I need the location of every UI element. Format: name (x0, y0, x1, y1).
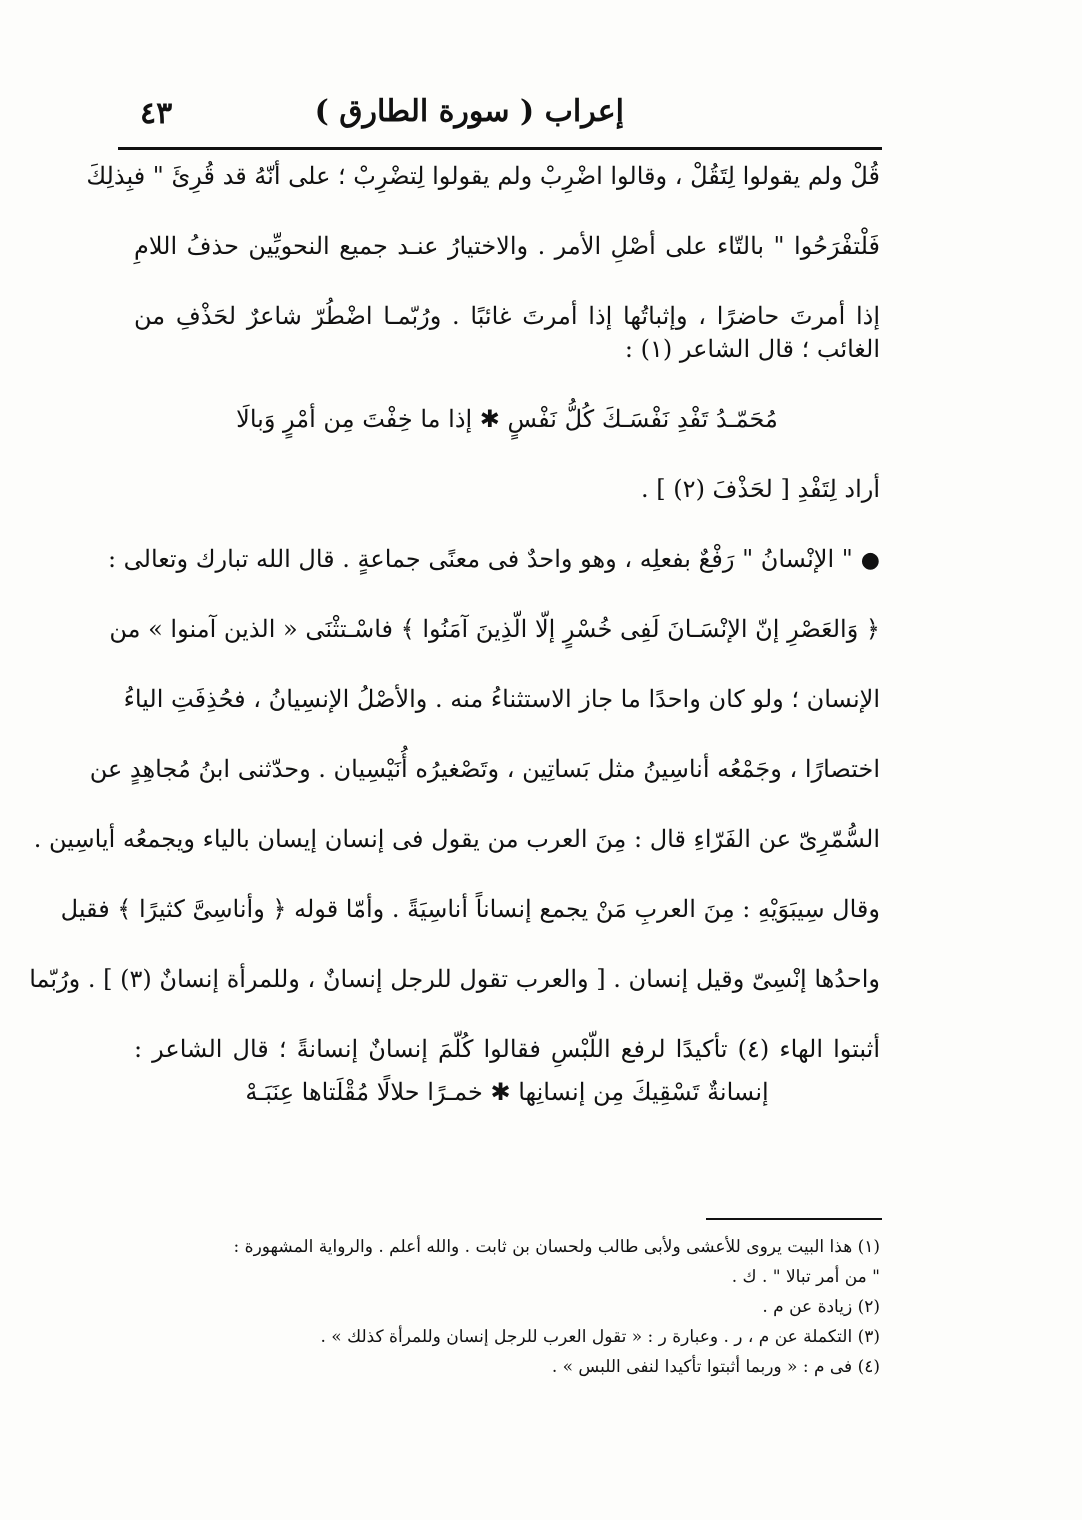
text-line: " الإنْسانُ " رَفْعٌ بفعلِه ، وهو واحدٌ فى معنًى جماعةٍ . قال الله تبارك وتعالى : (107, 545, 853, 573)
footnote-line: (١) هذا البيت يروى للأعشى ولأبى طالب ولحسان بن ثابت . والله أعلم . والرواية المشهورة : (233, 1237, 880, 1257)
text-line: وقال سِيبَوَيْهِ : مِنَ العربِ مَنْ يجمع إنساناً أناسِيَةً . وأمّا قوله ﴿ وأناسِىَّ كثيرًا ﴾ فقيل (60, 895, 880, 923)
header-title: إعراب ( سورة الطارق ) (314, 94, 624, 129)
footnote-line: (٤) فى م : « وربما أثبتوا تأكيدا لنفى اللبس » . (551, 1357, 880, 1377)
bullet-icon: ● (860, 548, 880, 573)
text-line: قُلْ ولم يقولوا لِتَقُلْ ، وقالوا اضْرِبْ ولم يقولوا لِتضْرِبْ ؛ على أنّهُ قد قُرِئَ " فبِذلِكَ (86, 162, 880, 190)
text-line: أراد لِتَفْدِ [ لحَذْفَ (٢) ] . (641, 475, 880, 503)
text-line: واحدُها إنْسِىّ وقيل إنسان . [ والعرب تقول للرجل إنسانٌ ، وللمرأة إنسانٌ (٣) ] . ورُبّما (29, 965, 880, 993)
footnotes (150, 1232, 880, 1382)
text-line: السُّمّرِىّ عن الفَرّاءِ قال : مِنَ العرب من يقول فى إنسان إيسان بالياء ويجمعُه أياسِين . (33, 825, 880, 853)
text-line: أثبتوا الهاء (٤) تأكيدًا لرفع اللّبْسِ فقالوا كُلّمَ إنسانٌ إنسانةً ؛ قال الشاعر : (134, 1035, 880, 1063)
header-divider (118, 147, 882, 150)
page-number: ٤٣ (140, 96, 173, 131)
footnote-line: " من أمر تبالا " . ك . (731, 1267, 880, 1287)
text-line: اختصارًا ، وجَمْعُه أناسِينُ مثل بَساتِين ، وتَصْغيرُه أُنَيْسِيان . وحدّثنى ابنُ مُجاهِدٍ عن (89, 755, 880, 783)
footnote-divider (706, 1218, 882, 1220)
verse-line: مُحَمّـدُ تَفْدِ نَفْسَـكَ كُلُّ نَفْسٍ ✱ إذا ما خِفْتَ مِن أمْرٍ وَبالَا (236, 405, 778, 433)
text-line: إذا أمرتَ حاضرًا ، وإثباتُها إذا أمرتَ غائبًا . ورُبّمـا اضْطُرّ شاعرٌ لحَذْفِ من (134, 302, 880, 330)
paragraph-start (107, 543, 880, 576)
text-line: ﴿ وَالعَصْرِ إنّ الإنْسَـانَ لَفِى خُسْرٍ إلّا الّذِينَ آمَنُوا ﴾ فاسْـتثْنَى « الذين آمنوا » من (109, 615, 880, 643)
footnote-line: (٢) زيادة عن م . (762, 1297, 880, 1317)
running-header (118, 90, 882, 146)
text-line: الغائب ؛ قال الشاعر (١) : (624, 335, 880, 363)
footnote-line: (٣) التكملة عن م ، ر . وعبارة ر : « تقول العرب للرجل إنسان وللمرأة كذلك » . (320, 1327, 880, 1347)
verse-line: إنسانةٌ تَسْقِيكَ مِن إنسانِها ✱ خمـرًا حلالًا مُقْلَتاها عِنَبَـهْ (245, 1078, 769, 1106)
main-text (29, 160, 880, 1109)
text-line: الإنسان ؛ ولو كان واحدًا ما جاز الاستثناءُ منه . والأصْلُ الإنسِيانُ ، فحُذِفَتِ الياءُ (123, 685, 880, 713)
text-line: فَلْتفْرَحُوا " بالتّاء على أصْلِ الأمر . والاختيارُ عنـد جميع النحويِّين حذفُ اللامِ (134, 232, 880, 260)
